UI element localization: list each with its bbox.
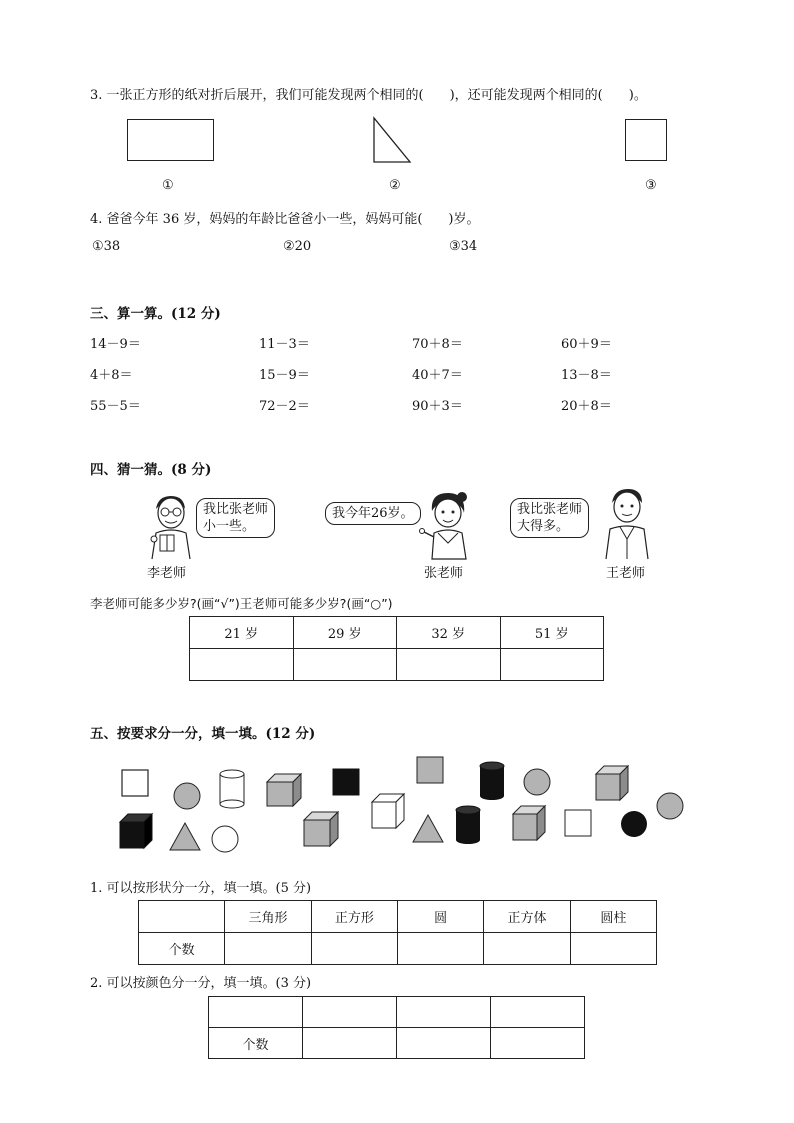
triangle-shape: [372, 116, 412, 164]
rectangle-shape: [127, 119, 214, 161]
answer-cell[interactable]: [500, 649, 604, 681]
answer-cell[interactable]: [225, 933, 311, 965]
teacher-zhang-illustration: [418, 489, 476, 561]
age-cell: 29 岁: [293, 617, 397, 649]
white-cylinder: [220, 770, 244, 808]
answer-cell[interactable]: [570, 933, 656, 965]
answer-cell[interactable]: [491, 997, 585, 1028]
black-cylinder: [456, 806, 480, 844]
q4-option-3: ③34: [449, 239, 478, 254]
q3-text: 3. 一张正方形的纸对折后展开，我们可能发现两个相同的( )，还可能发现两个相同的( )。: [90, 88, 647, 103]
section5-q2: 2. 可以按颜色分一分，填一填。(3 分): [90, 976, 312, 991]
header-cell: [139, 901, 225, 933]
calc-item: 11－3＝: [259, 337, 310, 352]
section5-title: 五、按要求分一分，填一填。(12 分): [90, 726, 316, 742]
header-cell: 圆: [397, 901, 483, 933]
black-cylinder: [480, 762, 504, 800]
answer-cell[interactable]: [491, 1028, 585, 1059]
name-zhang: 张老师: [424, 566, 464, 581]
calc-item: 90＋3＝: [412, 399, 463, 414]
answer-cell[interactable]: [293, 649, 397, 681]
gray-square: [417, 757, 443, 783]
li-speech-line1: 我比张老师: [203, 502, 269, 517]
white-circle: [212, 826, 238, 852]
section4-title: 四、猜一猜。(8 分): [90, 462, 212, 478]
q4-option-1: ①38: [92, 239, 121, 254]
gray-cube: [596, 766, 628, 800]
answer-cell[interactable]: [303, 997, 397, 1028]
section3-title: 三、算一算。(12 分): [90, 306, 221, 322]
zhang-speech-bubble: [325, 502, 421, 525]
black-square: [333, 769, 359, 795]
section5-q1: 1. 可以按形状分一分，填一填。(5 分): [90, 881, 312, 896]
calc-item: 20＋8＝: [561, 399, 612, 414]
teacher-wang-illustration: [600, 487, 652, 561]
shapes-collection: [110, 752, 690, 857]
calc-item: 40＋7＝: [412, 368, 463, 383]
white-cube: [372, 794, 404, 828]
calc-item: 72－2＝: [259, 399, 310, 414]
gray-triangle: [413, 815, 443, 842]
gray-cube: [267, 774, 301, 806]
calc-item: 4＋8＝: [90, 368, 133, 383]
age-cell: 32 岁: [397, 617, 501, 649]
calc-item: 60＋9＝: [561, 337, 612, 352]
black-circle: [621, 811, 647, 837]
white-square: [122, 770, 148, 796]
gray-circle: [657, 793, 683, 819]
header-cell: 正方形: [311, 901, 397, 933]
option-label-1: ①: [162, 178, 174, 193]
answer-cell[interactable]: [303, 1028, 397, 1059]
li-speech-line2: 小一些。: [203, 519, 256, 534]
age-table: [189, 616, 604, 681]
wang-speech-bubble: [510, 498, 589, 538]
square-shape: [625, 119, 667, 161]
calc-item: 13－8＝: [561, 368, 612, 383]
name-wang: 王老师: [606, 566, 646, 581]
age-cell: 21 岁: [190, 617, 294, 649]
header-cell: 正方体: [484, 901, 570, 933]
wang-speech-line2: 大得多。: [517, 519, 570, 534]
option-label-3: ③: [645, 178, 657, 193]
gray-cube: [304, 812, 338, 846]
answer-cell[interactable]: [209, 997, 303, 1028]
white-square: [565, 810, 591, 836]
li-speech-bubble: [196, 498, 275, 538]
answer-cell[interactable]: [190, 649, 294, 681]
calc-item: 55－5＝: [90, 399, 141, 414]
calc-item: 15－9＝: [259, 368, 310, 383]
section4-question: 李老师可能多少岁?(画“√”)王老师可能多少岁?(画“○”): [90, 596, 393, 611]
wang-speech-line1: 我比张老师: [517, 502, 583, 517]
row-label: 个数: [209, 1028, 303, 1059]
header-cell: 三角形: [225, 901, 311, 933]
header-cell: 圆柱: [570, 901, 656, 933]
gray-triangle: [170, 823, 200, 850]
row-label: 个数: [139, 933, 225, 965]
calc-item: 14－9＝: [90, 337, 141, 352]
answer-cell[interactable]: [484, 933, 570, 965]
age-cell: 51 岁: [500, 617, 604, 649]
color-count-table: [208, 996, 585, 1059]
calc-item: 70＋8＝: [412, 337, 463, 352]
name-li: 李老师: [147, 566, 187, 581]
answer-cell[interactable]: [397, 997, 491, 1028]
q4-text: 4. 爸爸今年 36 岁，妈妈的年龄比爸爸小一些，妈妈可能( )岁。: [90, 212, 480, 227]
shape-count-table: [138, 900, 657, 965]
zhang-speech: 我今年26岁。: [332, 506, 414, 521]
option-label-2: ②: [389, 178, 401, 193]
gray-cube: [513, 806, 545, 840]
teacher-li-illustration: [144, 493, 196, 561]
answer-cell[interactable]: [311, 933, 397, 965]
answer-cell[interactable]: [397, 649, 501, 681]
answer-cell[interactable]: [397, 1028, 491, 1059]
answer-cell[interactable]: [397, 933, 483, 965]
gray-circle: [524, 769, 550, 795]
black-cube: [120, 814, 152, 848]
gray-circle: [174, 783, 200, 809]
q4-option-2: ②20: [283, 239, 312, 254]
